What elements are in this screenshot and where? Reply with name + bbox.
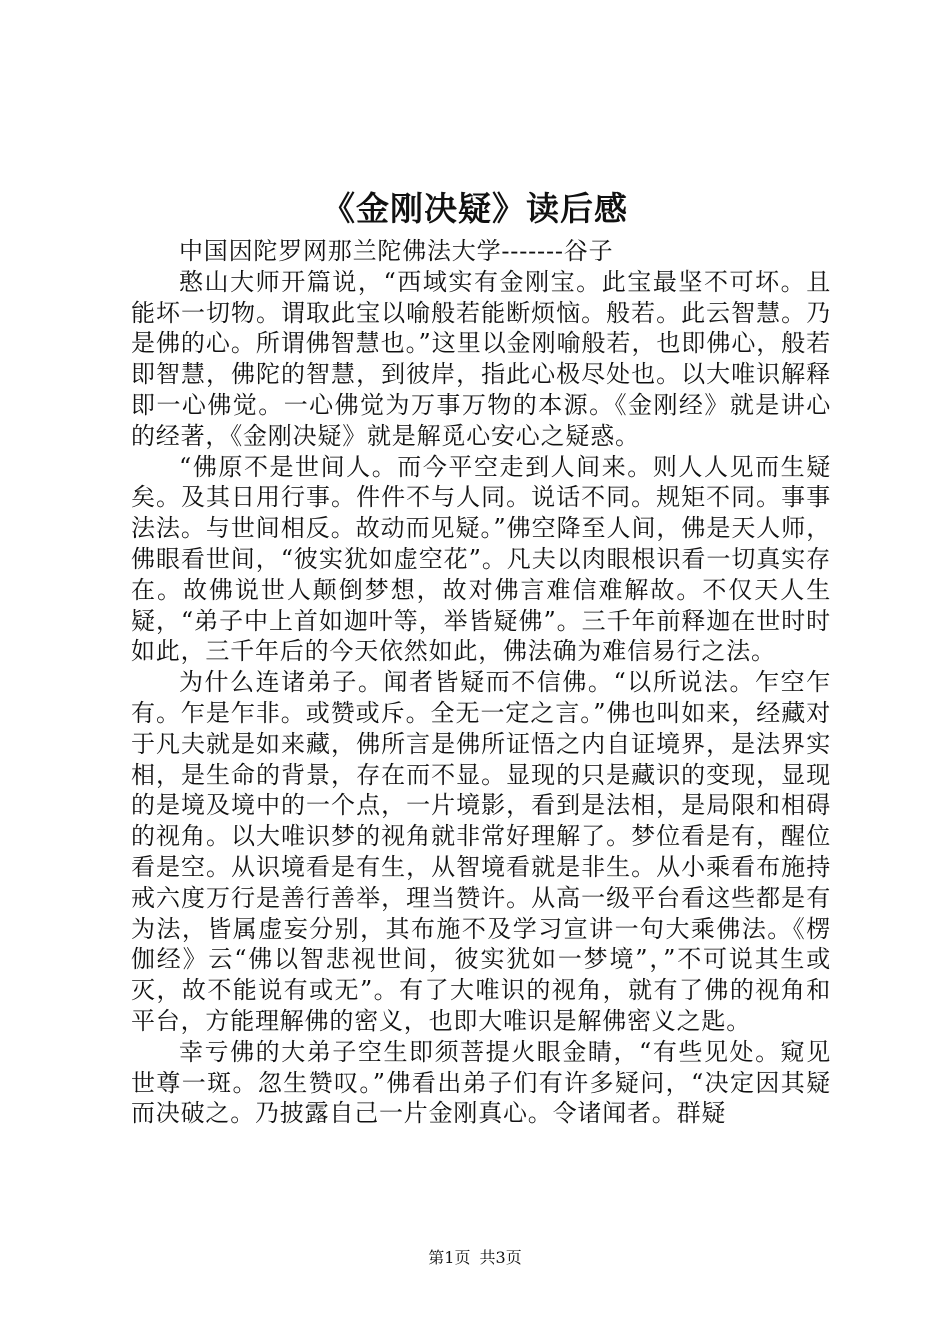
paragraph-1: 憨山大师开篇说，“西域实有金刚宝。此宝最坚不可坏。且能坏一切物。谓取此宝以喻般若能断烦恼。般若。此云智慧。乃是佛的心。所谓佛智慧也。”这里以金刚喻般若，也即佛心，般若即智慧，佛陀的智慧，到彼岸，指此心极尽处也。以大唯识解释即一心佛觉。一心佛觉为万事万物的本源。《金刚经》就是讲心的经著，《金刚决疑》就是解觅心安心之疑惑。: [131, 267, 831, 450]
document-body: [131, 236, 831, 1129]
paragraph-4: 幸亏佛的大弟子空生即须菩提火眼金睛，“有些见处。窥见世尊一斑。忽生赞叹。”佛看出弟子们有许多疑问，“决定因其疑而决破之。乃披露自己一片金刚真心。令诸闻者。群疑: [131, 1037, 831, 1128]
paragraph-3: 为什么连诸弟子。闻者皆疑而不信佛。“以所说法。乍空乍有。乍是乍非。或赞或斥。全无一定之言。”佛也叫如来，经藏对于凡夫就是如来藏，佛所言是佛所证悟之内自证境界，是法界实相，是生命的背景，存在而不显。显现的只是藏识的变现，显现的是境及境中的一个点，一片境影，看到是法相，是局限和相碍的视角。以大唯识梦的视角就非常好理解了。梦位看是有，醒位看是空。从识境看是有生，从智境看就是非生。从小乘看布施持戒六度万行是善行善举，理当赞许。从高一级平台看这些都是有为法，皆属虚妄分别，其布施不及学习宣讲一句大乘佛法。《楞伽经》云“佛以智悲视世间，彼实犹如一梦境”，”不可说其生或灭，故不能说有或无”。有了大唯识的视角，就有了佛的视角和平台，方能理解佛的密义，也即大唯识是解佛密义之匙。: [131, 668, 831, 1035]
document-title: 《金刚决疑》读后感: [322, 189, 628, 228]
page-number: 第1页: [428, 1248, 471, 1267]
paragraph-2: “佛原不是世间人。而今平空走到人间来。则人人见而生疑矣。及其日用行事。件件不与人同。说话不同。规矩不同。事事法法。与世间相反。故动而见疑。”佛空降至人间，佛是天人师，佛眼看世间，“彼实犹如虚空花”。凡夫以肉眼根识看一切真实存在。故佛说世人颠倒梦想，故对佛言难信难解故。不仅天人生疑，“弟子中上首如迦叶等，举皆疑佛”。三千年前释迦在世时时如此，三千年后的今天依然如此，佛法确为难信易行之法。: [131, 452, 831, 666]
author-line: 中国因陀罗网那兰陀佛法大学-------谷子: [179, 237, 614, 265]
page-total: 共3页: [479, 1248, 522, 1267]
page-footer: [0, 1248, 950, 1268]
